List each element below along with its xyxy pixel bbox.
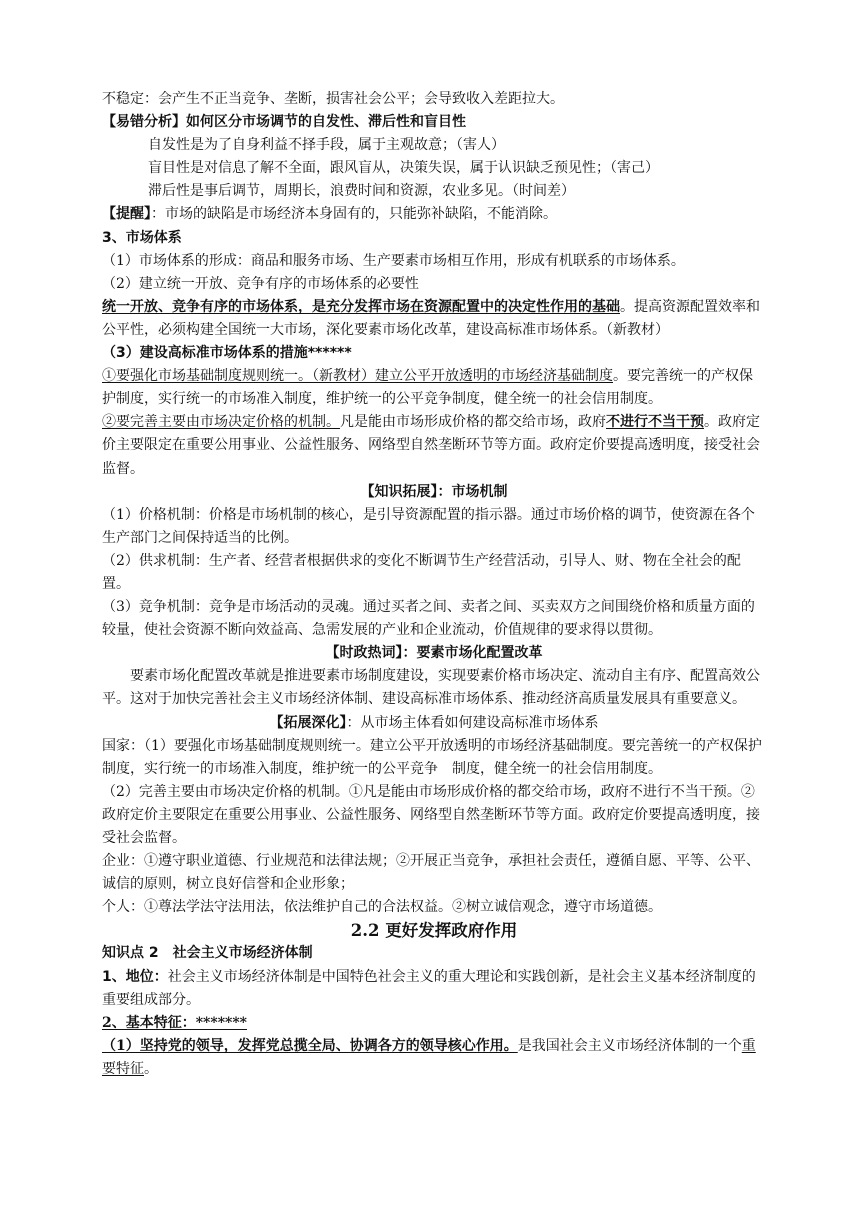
section-heading: 3、市场体系 xyxy=(102,229,182,246)
paragraph: 统一开放、竞争有序的市场体系，是充分发挥市场在资源配置中的决定性作用的基础。提高资源配置效率和公平性，必须构建全国统一大市场，深化要素市场化改革，建设高标准市场体系。（新教材） xyxy=(102,298,760,338)
paragraph: ①要强化市场基础制度规则统一。（新教材）建立公平开放透明的市场经济基础制度。要完善统一的产权保护制度，实行统一的市场准入制度，维护统一的公平竞争制度，健全统一的社会信用制度。 xyxy=(102,368,753,408)
paragraph: （3）竞争机制：竞争是市场活动的灵魂。通过买者之间、卖者之间、买卖双方之间围绕价格和质量方面的较量，使社会资源不断向效益高、急需发展的产业和企业流动，价值规律的要求得以贯彻。 xyxy=(102,599,755,639)
deepen-heading: 【拓展深化】：从市场主体看如何建设高标准市场体系 xyxy=(269,714,599,731)
knowledge-extension-heading: 【知识拓展】：市场机制 xyxy=(360,483,508,500)
paragraph: 企业：①遵守职业道德、行业规范和法律法规；②开展正当竞争，承担社会责任，遵循自愿、平等、公平、诚信的原则，树立良好信誉和企业形象； xyxy=(102,853,760,893)
paragraph: 国家：（1）要强化市场基础制度规则统一。建立公平开放透明的市场经济基础制度。要完善统一的产权保护制度，实行统一的市场准入制度，维护统一的公平竞争 制度，健全统一的社会信用制度。 xyxy=(102,737,762,777)
text-line: 自发性是为了自身利益不择手段，属于主观故意；（害人） xyxy=(148,137,505,154)
section-title: 2.2 更好发挥政府作用 xyxy=(350,921,518,941)
paragraph: （2）完善主要由市场决定价格的机制。①凡是能由市场形成价格的都交给市场，政府不进行不当干预。②政府定价主要限定在重要公用事业、公益性服务、网络型自然垄断环节等方面。政府定价要提高透明度，接受社会监督。 xyxy=(102,783,760,846)
reminder-paragraph: 【提醒】：市场的缺陷是市场经济本身固有的，只能弥补缺陷，不能消除。 xyxy=(102,206,557,223)
knowledge-point-heading: 知识点 2 社会主义市场经济体制 xyxy=(102,945,313,962)
subheading: 2、基本特征：******* xyxy=(102,1014,247,1031)
text-line: 滞后性是事后调节，周期长，浪费时间和资源，农业多见。（时间差） xyxy=(148,183,575,200)
document-page xyxy=(102,88,766,1081)
paragraph: 个人：①尊法学法守法用法，依法维护自己的合法权益。②树立诚信观念，遵守市场道德。 xyxy=(102,899,662,916)
paragraph: ②要完善主要由市场决定价格的机制。凡是能由市场形成价格的都交给市场，政府不进行不当干预。政府定价主要限定在重要公用事业、公益性服务、网络型自然垄断环节等方面。政府定价要提高透明度，接受社会监督。 xyxy=(102,414,760,477)
text-line: 盲目性是对信息了解不全面，跟风盲从，决策失误，属于认识缺乏预见性；（害己） xyxy=(148,160,659,177)
text-line: （2）建立统一开放、竞争有序的市场体系的必要性 xyxy=(102,275,419,292)
error-analysis-heading: 【易错分析】如何区分市场调节的自发性、滞后性和盲目性 xyxy=(102,114,466,131)
hot-words-heading: 【时政热词】：要素市场化配置改革 xyxy=(325,645,543,662)
text-line: 不稳定：会产生不正当竞争、垄断，损害社会公平；会导致收入差距拉大。 xyxy=(102,91,564,107)
paragraph: 1、地位：社会主义市场经济体制是中国特色社会主义的重大理论和实践创新，是社会主义基本经济制度的重要组成部分。 xyxy=(102,968,756,1008)
text-line: （1）市场体系的形成：商品和服务市场、生产要素市场相互作用，形成有机联系的市场体系。 xyxy=(102,252,685,269)
paragraph: （1）价格机制：价格是市场机制的核心，是引导资源配置的指示器。通过市场价格的调节，使资源在各个生产部门之间保持适当的比例。 xyxy=(102,506,755,546)
paragraph: （2）供求机制：生产者、经营者根据供求的变化不断调节生产经营活动，引导人、财、物在全社会的配置。 xyxy=(102,552,741,592)
subheading: （3）建设高标准市场体系的措施****** xyxy=(102,345,352,362)
paragraph: 要素市场化配置改革就是推进要素市场制度建设，实现要素价格市场决定、流动自主有序、配置高效公平。这对于加快完善社会主义市场经济体制、建设高标准市场体系、推动经济高质量发展具有重要意义。 xyxy=(102,668,760,708)
paragraph: （1）坚持党的领导，发挥党总揽全局、协调各方的领导核心作用。是我国社会主义市场经济体制的一个重要特征。 xyxy=(102,1037,756,1077)
